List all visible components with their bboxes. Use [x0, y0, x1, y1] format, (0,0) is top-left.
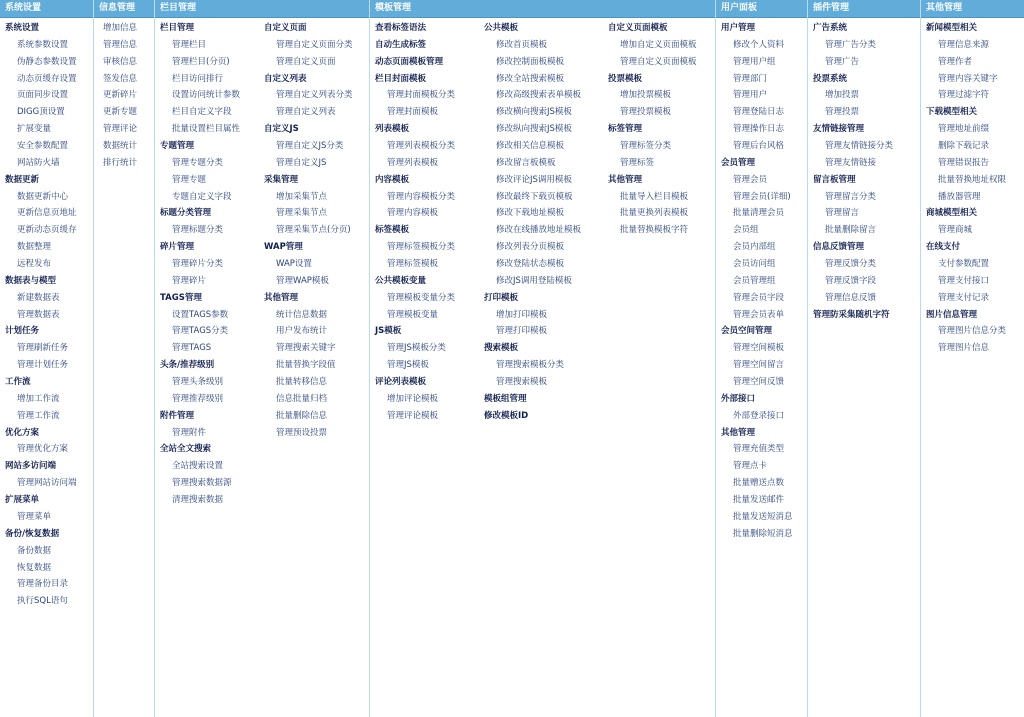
column-header-user-panel: 用户面板: [716, 0, 807, 18]
menu-link[interactable]: 签发信息: [103, 73, 138, 84]
menu-link[interactable]: 管理用户组: [733, 56, 776, 67]
menu-link[interactable]: 管理友情链接: [825, 157, 877, 168]
menu-link[interactable]: 管理点卡: [733, 461, 768, 472]
menu-link[interactable]: WAP设置: [276, 259, 312, 270]
menu-group-heading: 标题分类管理: [160, 208, 212, 219]
menu-link[interactable]: 管理自定义页面分类: [276, 39, 353, 50]
column-body: [479, 20, 603, 425]
column-header-template-management: 模板管理: [370, 0, 715, 18]
column-other-management: [921, 0, 1024, 717]
menu-link[interactable]: 批量替换地址权限: [938, 174, 1007, 185]
menu-group-heading: 内容模板: [375, 174, 410, 185]
menu-link[interactable]: 修改JS调用登陆模板: [496, 275, 572, 286]
menu-link[interactable]: 管理打印模板: [496, 326, 548, 337]
menu-link[interactable]: 管理空间反馈: [733, 377, 785, 388]
menu-group-heading: 列表模板: [375, 124, 410, 135]
menu-group-heading: 采集管理: [264, 174, 299, 185]
menu-group-heading: 扩展菜单: [5, 495, 40, 506]
menu-link[interactable]: 更新信息页地址: [17, 208, 77, 219]
menu-link[interactable]: 新建数据表: [17, 292, 60, 303]
menu-link[interactable]: 管理计划任务: [17, 360, 69, 371]
menu-link[interactable]: 管理菜单: [17, 511, 52, 522]
menu-link[interactable]: 修改个人资料: [733, 39, 785, 50]
column-system-settings: [0, 0, 94, 717]
menu-link[interactable]: 更新专题: [103, 107, 138, 118]
menu-group-heading: 其他管理: [608, 174, 643, 185]
menu-link[interactable]: 支付参数配置: [938, 259, 990, 270]
menu-link[interactable]: 增加评论模板: [387, 393, 439, 404]
menu-link[interactable]: 管理列表模板: [387, 157, 439, 168]
menu-group-heading: 新闻模型相关: [926, 23, 978, 33]
menu-group-heading: 栏目封面模板: [375, 73, 427, 84]
menu-link[interactable]: 管理空间留言: [733, 360, 785, 371]
menu-link[interactable]: 管理封面模板分类: [387, 90, 456, 101]
menu-link[interactable]: 管理充值类型: [733, 444, 785, 455]
menu-link[interactable]: 管理搜索关键字: [276, 343, 336, 354]
menu-group-heading: 外部接口: [721, 393, 756, 404]
menu-link[interactable]: 管理标题分类: [172, 225, 224, 236]
column-header-plugin-management: 插件管理: [808, 0, 920, 18]
menu-link[interactable]: 管理标签模板: [387, 259, 439, 270]
menu-link[interactable]: 管理会员(详细): [733, 191, 791, 202]
column-info-management: [94, 0, 155, 717]
menu-link[interactable]: 修改高级搜索表单模板: [496, 90, 582, 101]
menu-link[interactable]: 全站搜索设置: [172, 461, 224, 472]
menu-link[interactable]: 修改在线播放地址模板: [496, 225, 582, 236]
menu-link[interactable]: 设置访问统计参数: [172, 90, 241, 101]
menu-link[interactable]: 管理自定义JS: [276, 157, 327, 168]
menu-link[interactable]: 批量导入栏目模板: [620, 191, 689, 202]
menu-link[interactable]: 管理信息: [103, 39, 138, 50]
menu-link[interactable]: 管理搜索模板分类: [496, 360, 565, 371]
menu-link[interactable]: 管理JS模板分类: [387, 343, 446, 354]
column-header-info-management: 信息管理: [94, 0, 154, 18]
menu-link[interactable]: 管理自定义页面: [276, 56, 336, 67]
menu-group-heading: 动态页面模板管理: [375, 56, 444, 67]
menu-link[interactable]: 批量替换模板字符: [620, 225, 689, 236]
menu-group-heading: 打印模板: [484, 292, 519, 303]
menu-link[interactable]: 管理搜索模板: [496, 377, 548, 388]
menu-link[interactable]: 管理搜索数据源: [172, 478, 232, 489]
menu-group-heading: 自动生成标签: [375, 39, 427, 50]
menu-group-heading: 全站全文搜索: [160, 444, 212, 455]
menu-link[interactable]: 栏目访问排行: [172, 73, 224, 84]
menu-group-heading: 公共模板变量: [375, 275, 427, 286]
menu-link[interactable]: 管理自定义页面模板: [620, 56, 697, 67]
menu-link[interactable]: 管理评论: [103, 124, 138, 135]
menu-group-heading: 标签模板: [375, 225, 410, 236]
menu-link[interactable]: 修改相关信息模板: [496, 141, 565, 152]
menu-link[interactable]: 更新动态页缓存: [17, 225, 77, 236]
menu-link[interactable]: 管理商城: [938, 225, 973, 236]
menu-group-heading: 其他管理: [264, 292, 299, 303]
menu-link[interactable]: 审核信息: [103, 56, 138, 67]
column-header-column-management: 栏目管理: [155, 0, 369, 18]
menu-link[interactable]: 修改留言板模板: [496, 157, 556, 168]
menu-link[interactable]: 外部登录接口: [733, 410, 785, 421]
menu-link[interactable]: 管理备份目录: [17, 579, 69, 590]
menu-link[interactable]: 批量发送邮件: [733, 495, 785, 506]
menu-link[interactable]: 管理留言分类: [825, 191, 877, 202]
menu-link[interactable]: 修改列表分页模板: [496, 242, 565, 253]
menu-link[interactable]: 管理操作日志: [733, 124, 785, 135]
menu-link[interactable]: 扩展变量: [17, 124, 52, 135]
menu-link[interactable]: 用户发布统计: [276, 326, 328, 337]
menu-group-heading: 头条/推荐级别: [160, 360, 215, 371]
menu-link[interactable]: 页面同步设置: [17, 90, 69, 101]
menu-link[interactable]: 管理推荐级别: [172, 393, 224, 404]
menu-group-heading: 搜索模板: [484, 343, 519, 354]
menu-link[interactable]: 执行SQL语句: [17, 596, 68, 607]
menu-link[interactable]: 管理错误报告: [938, 157, 990, 168]
menu-link[interactable]: 会员内部组: [733, 242, 776, 253]
menu-group-heading: 商城模型相关: [926, 208, 978, 219]
menu-link[interactable]: 网站防火墙: [17, 157, 60, 168]
menu-link[interactable]: 更新碎片: [103, 90, 138, 101]
menu-link[interactable]: 管理工作流: [17, 410, 60, 421]
menu-link[interactable]: 删除下载记录: [938, 141, 990, 152]
menu-link[interactable]: 批量替换字段值: [276, 360, 336, 371]
column-plugin-management: [808, 0, 921, 717]
menu-link[interactable]: 管理JS模板: [387, 360, 429, 371]
menu-link[interactable]: 会员管理组: [733, 275, 776, 286]
menu-link[interactable]: 管理采集节点(分页): [276, 225, 351, 236]
menu-link[interactable]: 管理标签模板分类: [387, 242, 456, 253]
menu-group-heading: 会员管理: [721, 157, 756, 168]
menu-link[interactable]: 批量赠送点数: [733, 478, 785, 489]
menu-link[interactable]: DIGG顶设置: [17, 107, 65, 118]
menu-link[interactable]: 管理WAP模板: [276, 275, 329, 286]
menu-group-heading: 公共模板: [484, 23, 519, 33]
menu-link[interactable]: 管理会员: [733, 174, 768, 185]
menu-group-heading: 自定义JS: [264, 124, 299, 135]
menu-link[interactable]: 管理模板变量: [387, 309, 439, 320]
menu-link[interactable]: 管理头条级别: [172, 377, 224, 388]
menu-group-heading: 备份/恢复数据: [5, 528, 60, 539]
menu-link[interactable]: 管理支付接口: [938, 275, 990, 286]
column-template-management: [370, 0, 716, 717]
column-body: [370, 20, 479, 425]
column-body: [921, 20, 1024, 357]
menu-link[interactable]: 修改最终下载页模板: [496, 191, 573, 202]
menu-link[interactable]: 管理TAGS分类: [172, 326, 229, 337]
menu-group-heading: 模板组管理: [484, 393, 527, 404]
menu-link[interactable]: 增加工作流: [17, 393, 60, 404]
menu-group-heading: WAP管理: [264, 242, 303, 253]
column-body: [155, 20, 259, 509]
menu-group-heading: 数据表与模型: [5, 275, 57, 286]
column-body: [716, 20, 808, 543]
menu-group-heading: 栏目管理: [160, 23, 195, 33]
menu-link[interactable]: 管理信息反馈: [825, 292, 877, 303]
menu-link[interactable]: 清理搜索数据: [172, 495, 224, 506]
menu-link[interactable]: 管理友情链接分类: [825, 141, 894, 152]
menu-group-heading: 评论列表模板: [375, 377, 427, 388]
menu-link[interactable]: 管理TAGS: [172, 343, 212, 354]
menu-link[interactable]: 管理专题: [172, 174, 207, 185]
menu-link[interactable]: 增加采集节点: [276, 191, 328, 202]
menu-link[interactable]: 批量发送短消息: [733, 511, 793, 522]
menu-link[interactable]: 管理广告: [825, 56, 860, 67]
menu-link[interactable]: 会员访问组: [733, 259, 776, 270]
menu-link[interactable]: 管理刷新任务: [17, 343, 69, 354]
menu-link[interactable]: 管理广告分类: [825, 39, 877, 50]
menu-group-heading: 工作流: [5, 377, 31, 388]
menu-link[interactable]: 管理投票: [825, 107, 860, 118]
menu-link[interactable]: 会员组: [733, 225, 759, 236]
menu-link[interactable]: 管理登陆日志: [733, 107, 785, 118]
menu-link[interactable]: 安全参数配置: [17, 141, 69, 152]
menu-link[interactable]: 管理附件: [172, 427, 207, 438]
menu-link[interactable]: 专题自定义字段: [172, 191, 232, 202]
column-body: [603, 20, 716, 239]
menu-group-heading: 投票模板: [608, 73, 643, 84]
menu-group-heading: 优化方案: [5, 427, 40, 438]
menu-group-heading: 友情链接管理: [813, 124, 865, 135]
column-user-panel: [716, 0, 808, 717]
menu-link[interactable]: 管理预设投票: [276, 427, 328, 438]
menu-link[interactable]: 管理过滤字符: [938, 90, 990, 101]
menu-link[interactable]: 修改横向搜索JS模板: [496, 107, 572, 118]
menu-link[interactable]: 管理标签: [620, 157, 655, 168]
menu-link[interactable]: 管理碎片分类: [172, 259, 224, 270]
menu-link[interactable]: 远程发布: [17, 259, 52, 270]
menu-group-heading: 管理防采集随机字符: [813, 309, 890, 320]
menu-group-heading: 用户管理: [721, 23, 756, 33]
menu-link[interactable]: 管理信息来源: [938, 39, 990, 50]
menu-link[interactable]: 管理内容模板分类: [387, 191, 456, 202]
menu-link[interactable]: 批量转移信息: [276, 377, 328, 388]
menu-group-heading: 自定义页面: [264, 23, 307, 33]
menu-group-heading: 会员空间管理: [721, 326, 773, 337]
menu-link[interactable]: 管理空间模板: [733, 343, 785, 354]
menu-link[interactable]: 管理图片信息: [938, 343, 990, 354]
menu-link[interactable]: 管理模板变量分类: [387, 292, 456, 303]
menu-link[interactable]: 管理自定义JS分类: [276, 141, 344, 152]
menu-link[interactable]: 动态页缓存设置: [17, 73, 77, 84]
menu-group-heading: 自定义页面模板: [608, 23, 668, 33]
menu-group-heading: TAGS管理: [160, 292, 202, 303]
column-body: [259, 20, 370, 441]
menu-link[interactable]: 管理会员字段: [733, 292, 785, 303]
menu-link[interactable]: 备份数据: [17, 545, 52, 556]
menu-link[interactable]: 修改控制面板模板: [496, 56, 565, 67]
menu-link[interactable]: 修改全站搜索模板: [496, 73, 565, 84]
menu-link[interactable]: 统计信息数据: [276, 309, 328, 320]
menu-link[interactable]: 恢复数据: [17, 562, 52, 573]
menu-group-heading: 计划任务: [5, 326, 40, 337]
menu-group-heading: JS模板: [375, 326, 402, 337]
menu-group-heading: 下载模型相关: [926, 107, 978, 118]
menu-link[interactable]: 排行统计: [103, 157, 138, 168]
menu-group-heading: 专题管理: [160, 141, 195, 152]
menu-group-heading: 查看标签语法: [375, 23, 427, 33]
menu-link[interactable]: 管理支付记录: [938, 292, 990, 303]
menu-link[interactable]: 管理反馈分类: [825, 259, 877, 270]
menu-link[interactable]: 管理列表模板分类: [387, 141, 456, 152]
menu-link[interactable]: 管理内容模板: [387, 208, 439, 219]
menu-link[interactable]: 数据更新中心: [17, 191, 69, 202]
menu-link[interactable]: 数据整理: [17, 242, 52, 253]
menu-link[interactable]: 增加打印模板: [496, 309, 548, 320]
menu-link[interactable]: 管理作者: [938, 56, 973, 67]
menu-group-heading: 修改模板ID: [484, 410, 529, 421]
menu-link[interactable]: 修改首页模板: [496, 39, 548, 50]
menu-group-heading: 其他管理: [721, 427, 756, 438]
menu-link[interactable]: 播放器管理: [938, 191, 981, 202]
column-body: [0, 20, 94, 610]
menu-link[interactable]: 管理反馈字段: [825, 275, 877, 286]
menu-link[interactable]: 管理自定义列表: [276, 107, 336, 118]
menu-link[interactable]: 管理会员表单: [733, 309, 785, 320]
menu-link[interactable]: 管理碎片: [172, 275, 207, 286]
column-column-management: [155, 0, 370, 717]
menu-link[interactable]: 管理用户: [733, 90, 768, 101]
menu-link[interactable]: 批量删除短消息: [733, 528, 793, 539]
column-header-other-management: 其他管理: [921, 0, 1024, 18]
menu-group-heading: 碎片管理: [160, 242, 195, 253]
column-body: [94, 20, 155, 172]
menu-link[interactable]: 管理评论模板: [387, 410, 439, 421]
menu-link[interactable]: 批量删除信息: [276, 410, 328, 421]
menu-link[interactable]: 管理专题分类: [172, 157, 224, 168]
menu-link[interactable]: 数据统计: [103, 141, 138, 152]
menu-link[interactable]: 修改下载地址模板: [496, 208, 565, 219]
menu-link[interactable]: 设置TAGS参数: [172, 309, 229, 320]
column-header-system-settings: 系统设置: [0, 0, 93, 18]
menu-link[interactable]: 管理网站访问端: [17, 478, 77, 489]
menu-link[interactable]: 管理内容关键字: [938, 73, 998, 84]
menu-link[interactable]: 管理图片信息分类: [938, 326, 1007, 337]
menu-group-heading: 广告系统: [813, 23, 848, 33]
menu-link[interactable]: 批量更换列表模板: [620, 208, 689, 219]
menu-link[interactable]: 管理后台风格: [733, 141, 785, 152]
menu-link[interactable]: 管理地址前缀: [938, 124, 990, 135]
menu-group-heading: 留言板管理: [813, 174, 856, 185]
menu-link[interactable]: 管理部门: [733, 73, 768, 84]
menu-link[interactable]: 伪静态参数设置: [17, 56, 77, 67]
menu-link[interactable]: 增加投票模板: [620, 90, 672, 101]
menu-link[interactable]: 增加信息: [103, 23, 138, 33]
menu-link[interactable]: 管理优化方案: [17, 444, 69, 455]
menu-group-heading: 信息反馈管理: [813, 242, 865, 253]
menu-link[interactable]: 批量设置栏目属性: [172, 124, 241, 135]
menu-link[interactable]: 管理留言: [825, 208, 860, 219]
menu-link[interactable]: 管理标签分类: [620, 141, 672, 152]
menu-group-heading: 附件管理: [160, 410, 195, 421]
menu-link[interactable]: 修改评论JS调用模板: [496, 174, 572, 185]
menu-link[interactable]: 管理栏目: [172, 39, 207, 50]
menu-link[interactable]: 修改纵向搜索JS模板: [496, 124, 572, 135]
menu-link[interactable]: 栏目自定义字段: [172, 107, 232, 118]
menu-link[interactable]: 管理采集节点: [276, 208, 328, 219]
menu-link[interactable]: 增加投票: [825, 90, 860, 101]
menu-link[interactable]: 批量删除留言: [825, 225, 877, 236]
menu-group-heading: 自定义列表: [264, 73, 307, 84]
menu-link[interactable]: 批量清理会员: [733, 208, 785, 219]
menu-group-heading: 在线支付: [926, 242, 961, 253]
menu-group-heading: 网站多访问端: [5, 461, 57, 472]
menu-link[interactable]: 管理数据表: [17, 309, 60, 320]
menu-link[interactable]: 管理栏目(分页): [172, 56, 230, 67]
menu-group-heading: 标签管理: [608, 124, 643, 135]
menu-link[interactable]: 管理封面模板: [387, 107, 439, 118]
menu-link[interactable]: 增加自定义页面模板: [620, 39, 697, 50]
menu-link[interactable]: 管理投票模板: [620, 107, 672, 118]
column-body: [808, 20, 921, 323]
menu-group-heading: 数据更新: [5, 174, 40, 185]
menu-link[interactable]: 修改登陆状态模板: [496, 259, 565, 270]
menu-link[interactable]: 管理自定义列表分类: [276, 90, 353, 101]
menu-group-heading: 投票系统: [813, 73, 848, 84]
menu-group-heading: 图片信息管理: [926, 309, 978, 320]
menu-group-heading: 系统设置: [5, 23, 40, 33]
menu-link[interactable]: 系统参数设置: [17, 39, 69, 50]
menu-link[interactable]: 信息批量归档: [276, 393, 328, 404]
